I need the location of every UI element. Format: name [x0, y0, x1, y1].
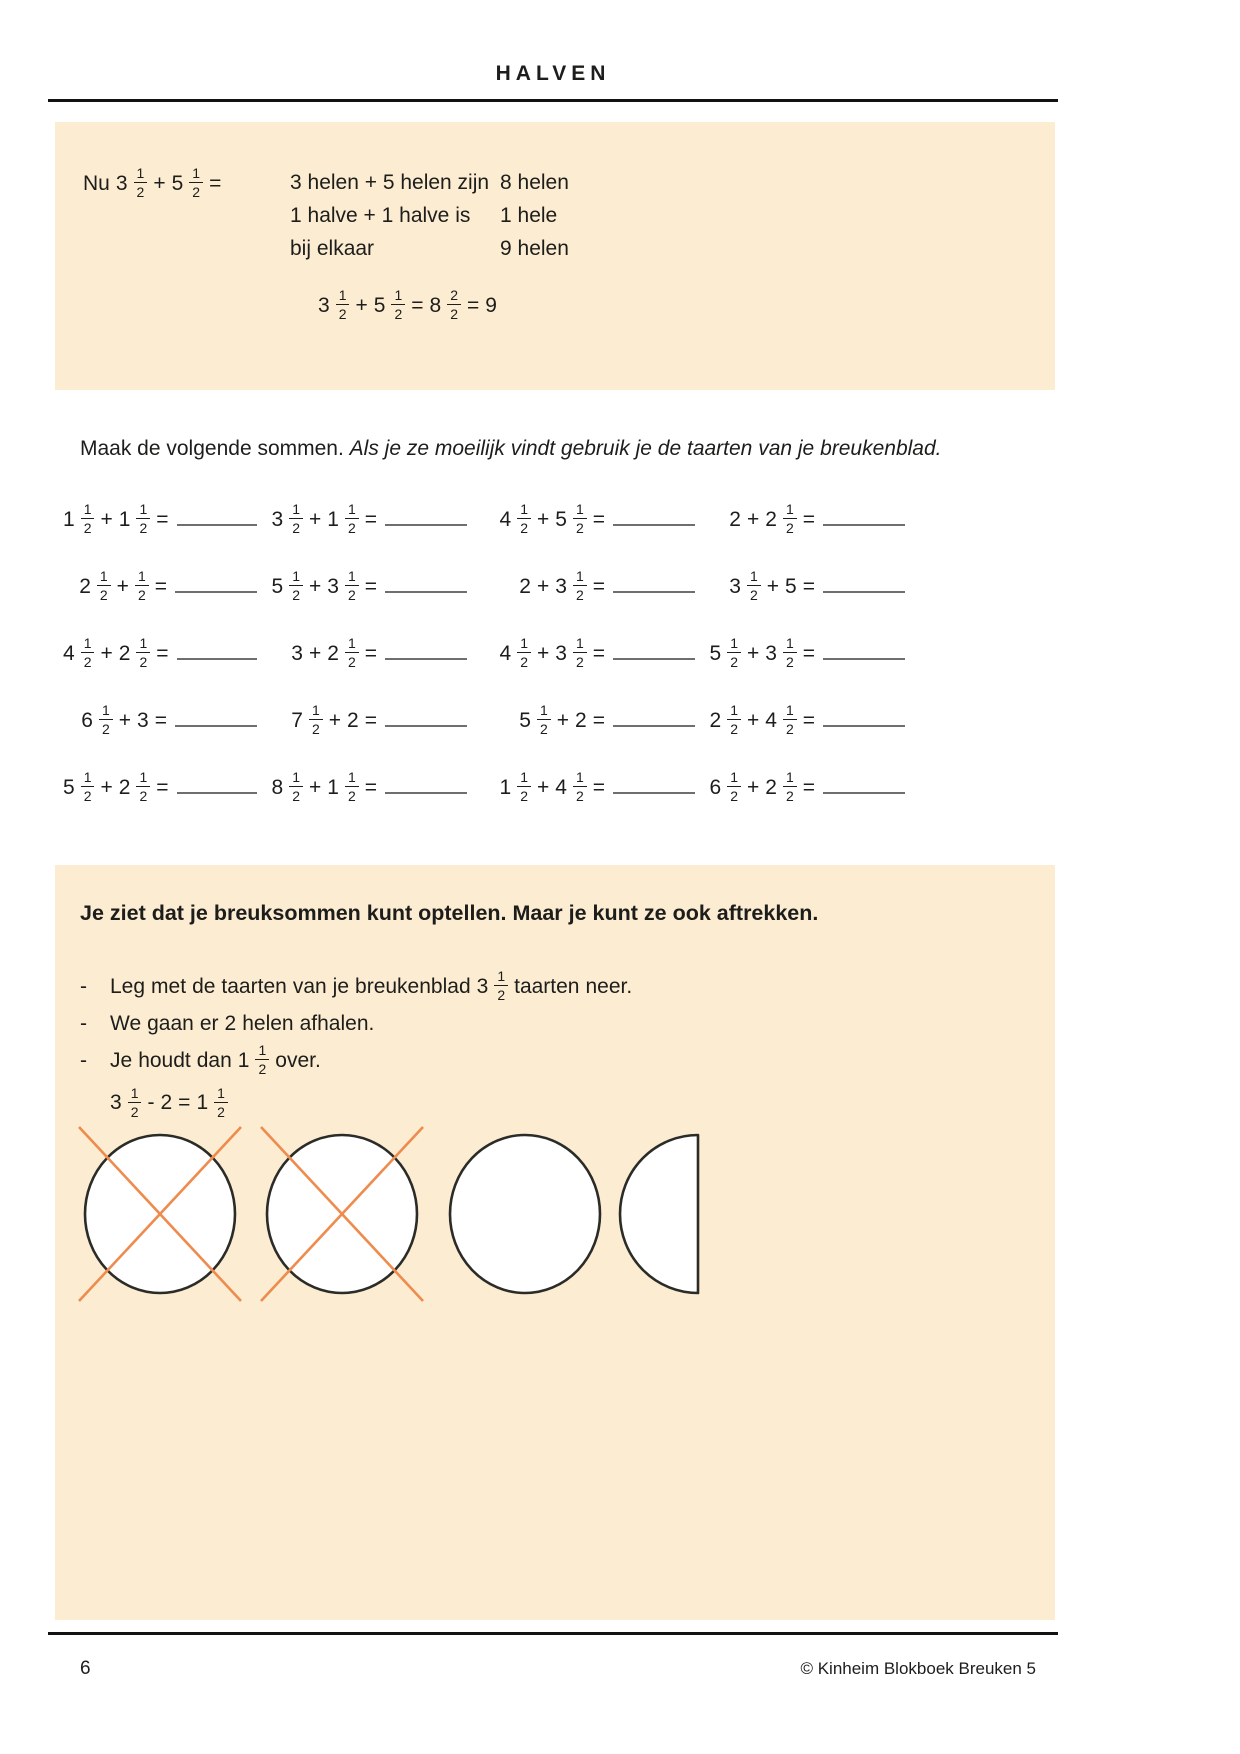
example-box	[55, 122, 1055, 390]
math-token: 5	[373, 293, 386, 317]
bullet-text	[107, 1011, 377, 1035]
math-token: =	[364, 708, 377, 732]
problem-expression	[60, 503, 172, 536]
answer-blank[interactable]	[177, 644, 258, 660]
math-token: 1	[118, 507, 131, 531]
math-token: +	[355, 293, 368, 317]
math-token: 1	[327, 507, 339, 531]
math-token: 3	[137, 708, 149, 732]
math-token: =	[209, 171, 222, 195]
problem	[695, 620, 905, 687]
math-token: 1	[63, 507, 75, 531]
math-token: 2	[79, 574, 91, 598]
page-title: HALVEN	[495, 62, 611, 85]
example-step-text: 3 helen + 5 helen zijn	[290, 171, 490, 194]
math-token: 3	[729, 574, 741, 598]
math-token: 5	[709, 641, 722, 665]
math-token: +	[308, 775, 322, 799]
math-token: +	[328, 708, 342, 732]
math-token: 2	[765, 507, 777, 531]
math-token: +	[536, 507, 550, 531]
pie-half-icon	[610, 1121, 702, 1307]
problem-expression	[269, 771, 381, 804]
fraction: $\frac{1}{2}$	[289, 569, 303, 602]
math-token: +	[746, 507, 760, 531]
math-token: =	[156, 775, 169, 799]
math-token: +	[100, 507, 113, 531]
fraction: $\frac{1}{2}$	[573, 502, 587, 535]
math-token: 5	[519, 708, 531, 732]
math-token: met	[151, 974, 187, 998]
fraction: $\frac{1}{2}$	[783, 703, 797, 736]
math-token: =	[592, 641, 605, 665]
math-token: 4	[499, 507, 512, 531]
fraction: $\frac{1}{2}$	[81, 636, 95, 669]
math-token: 4	[765, 708, 777, 732]
answer-blank[interactable]	[613, 778, 695, 794]
subtract-heading: Je ziet dat je breuksommen kunt optellen. Maar je kunt ze ook aftrekken.	[80, 901, 819, 925]
copyright-text: © Kinheim Blokboek Breuken 5	[800, 1659, 1036, 1678]
problem-expression	[707, 637, 819, 670]
math-token: -	[147, 1091, 155, 1114]
math-token: =	[592, 775, 605, 799]
answer-blank[interactable]	[613, 577, 695, 593]
math-token: 2	[575, 708, 587, 732]
math-token: 2	[160, 1091, 173, 1114]
math-token: 2	[709, 708, 722, 732]
math-token: 3	[318, 293, 330, 317]
math-token: +	[308, 574, 322, 598]
fraction: $\frac{1}{2}$	[289, 770, 303, 803]
answer-blank[interactable]	[823, 577, 905, 593]
fraction: $\frac{1}{2}$	[97, 569, 111, 602]
bullet-dash: -	[80, 1011, 87, 1035]
answer-blank[interactable]	[385, 644, 467, 660]
problem	[60, 620, 257, 687]
fraction: $\frac{2}{2}$	[447, 288, 461, 321]
fraction: $\frac{1}{2}$	[214, 1086, 228, 1119]
fraction: $\frac{1}{2}$	[134, 166, 148, 199]
math-token: 3	[115, 171, 128, 195]
problem-expression	[76, 570, 170, 603]
fraction: $\frac{1}{2}$	[391, 288, 405, 321]
pie-whole-icon	[438, 1121, 612, 1307]
math-token: 6	[81, 708, 93, 732]
pie-whole-crossed-icon	[255, 1121, 429, 1307]
math-token: We	[110, 1011, 142, 1035]
fraction: $\frac{1}{2}$	[135, 569, 149, 602]
bullet-text	[107, 970, 635, 1003]
problem	[60, 486, 257, 553]
math-token: =	[178, 1091, 191, 1114]
answer-blank[interactable]	[823, 711, 905, 727]
math-token: 2	[729, 507, 741, 531]
bullet-dash: -	[80, 1048, 87, 1072]
math-token: =	[466, 293, 480, 317]
answer-blank[interactable]	[175, 577, 257, 593]
math-token: =	[154, 708, 167, 732]
bullet-item	[80, 1042, 1055, 1079]
math-token: houdt	[138, 1048, 191, 1072]
math-token: +	[308, 507, 322, 531]
math-token: Je	[110, 1048, 133, 1072]
math-token: 2	[327, 641, 339, 665]
fraction: $\frac{1}{2}$	[517, 636, 531, 669]
fraction: $\frac{1}{2}$	[494, 969, 508, 1002]
example-equation	[315, 289, 1055, 322]
math-token: +	[746, 708, 760, 732]
math-token: 1	[196, 1091, 209, 1114]
fraction: $\frac{1}{2}$	[345, 770, 359, 803]
math-token: 3	[476, 974, 489, 998]
math-token: 1	[237, 1048, 250, 1072]
instruction-italic: Als je ze moeilijk vindt gebruik je de taarten van je breukenblad.	[349, 437, 942, 460]
math-token: =	[592, 574, 605, 598]
problem-expression	[269, 570, 381, 603]
math-token: =	[802, 775, 815, 799]
problem-expression	[60, 771, 172, 804]
math-token: 6	[709, 775, 722, 799]
subtract-box	[55, 865, 1055, 1620]
example-step-value: 8 helen	[500, 171, 569, 194]
math-token: 1	[499, 775, 512, 799]
math-token: +	[766, 574, 780, 598]
problem-expression	[269, 503, 381, 536]
math-token: afhalen.	[299, 1011, 375, 1035]
problem-expression	[60, 637, 172, 670]
answer-blank[interactable]	[823, 778, 905, 794]
math-token: =	[802, 507, 815, 531]
example-step-value: 9 helen	[500, 237, 569, 260]
math-token: de	[192, 974, 216, 998]
fraction: $\frac{1}{2}$	[783, 770, 797, 803]
fraction: $\frac{1}{2}$	[136, 502, 150, 535]
example-step-value: 1 hele	[500, 204, 558, 227]
problem	[257, 754, 467, 821]
answer-blank[interactable]	[613, 711, 695, 727]
fraction: $\frac{1}{2}$	[309, 703, 323, 736]
fraction: $\frac{1}{2}$	[517, 770, 531, 803]
math-token: =	[592, 507, 605, 531]
fraction: $\frac{1}{2}$	[573, 636, 587, 669]
math-token: +	[746, 775, 760, 799]
fraction: $\frac{1}{2}$	[573, 770, 587, 803]
fraction: $\frac{1}{2}$	[345, 502, 359, 535]
problem-expression	[288, 637, 380, 670]
fraction: $\frac{1}{2}$	[747, 569, 761, 602]
example-step-text: 1 halve + 1 halve is	[290, 204, 471, 227]
problem	[467, 620, 695, 687]
math-token: 5	[271, 574, 284, 598]
math-token: =	[411, 293, 424, 317]
math-token: helen	[242, 1011, 294, 1035]
answer-blank[interactable]	[385, 778, 467, 794]
answer-blank[interactable]	[385, 711, 467, 727]
math-token: Nu	[83, 171, 110, 195]
problem-expression	[78, 704, 170, 737]
math-token: dan	[196, 1048, 232, 1072]
problem	[60, 553, 257, 620]
math-token: 2	[224, 1011, 237, 1035]
problem	[467, 553, 695, 620]
problem	[467, 687, 695, 754]
fraction: $\frac{1}{2}$	[81, 770, 95, 803]
math-token: 3	[327, 574, 339, 598]
math-token: 3	[291, 641, 303, 665]
math-token: 2	[118, 641, 131, 665]
math-token: 4	[499, 641, 512, 665]
fraction: $\frac{1}{2}$	[345, 569, 359, 602]
math-token: 3	[110, 1091, 122, 1114]
problem-expression	[707, 704, 819, 737]
footer	[48, 1658, 1058, 1680]
math-token: +	[100, 775, 113, 799]
problem	[695, 553, 905, 620]
problem	[60, 754, 257, 821]
math-token: Leg	[110, 974, 146, 998]
bullet-text	[107, 1044, 324, 1077]
problem-expression	[497, 503, 609, 536]
math-token: 2	[118, 775, 131, 799]
math-token: van	[292, 974, 327, 998]
problem-expression	[726, 503, 818, 536]
math-token: 5	[555, 507, 567, 531]
math-token: er	[199, 1011, 219, 1035]
math-token: 2	[765, 775, 777, 799]
bullet-item	[80, 968, 1055, 1005]
problem-expression	[707, 771, 819, 804]
math-token: +	[536, 641, 550, 665]
math-token: over.	[275, 1048, 321, 1072]
math-token: gaan	[147, 1011, 194, 1035]
problem	[695, 687, 905, 754]
math-token: =	[802, 641, 815, 665]
problem-expression	[516, 704, 608, 737]
problem	[695, 486, 905, 553]
problem	[257, 620, 467, 687]
math-token: 4	[63, 641, 75, 665]
math-token: 9	[485, 293, 497, 317]
answer-blank[interactable]	[613, 644, 695, 660]
math-token: +	[556, 708, 570, 732]
math-token: =	[156, 641, 169, 665]
answer-blank[interactable]	[175, 711, 257, 727]
math-token: +	[746, 641, 760, 665]
answer-blank[interactable]	[385, 510, 467, 526]
math-token: +	[116, 574, 129, 598]
problem	[695, 754, 905, 821]
answer-blank[interactable]	[177, 778, 258, 794]
bullet-item	[80, 1005, 1055, 1042]
subtract-equation	[107, 1083, 1055, 1123]
math-token: +	[536, 574, 550, 598]
problem	[257, 687, 467, 754]
fraction: $\frac{1}{2}$	[345, 636, 359, 669]
answer-blank[interactable]	[177, 510, 258, 526]
math-token: neer.	[585, 974, 633, 998]
example-intro-equation	[80, 166, 290, 265]
instruction-line	[80, 437, 942, 461]
problem	[467, 486, 695, 553]
math-token: =	[364, 574, 377, 598]
math-token: je	[332, 974, 350, 998]
math-token: 2	[347, 708, 359, 732]
problem-expression	[497, 637, 609, 670]
fraction: $\frac{1}{2}$	[136, 770, 150, 803]
math-token: 3	[765, 641, 777, 665]
footer-rule	[48, 1632, 1058, 1635]
fraction: $\frac{1}{2}$	[336, 288, 350, 321]
problem-expression	[288, 704, 380, 737]
math-token: =	[154, 574, 167, 598]
bullet-dash: -	[80, 974, 87, 998]
fraction: $\frac{1}{2}$	[99, 703, 113, 736]
answer-blank[interactable]	[823, 510, 905, 526]
problem	[60, 687, 257, 754]
fraction: $\frac{1}{2}$	[128, 1086, 142, 1119]
math-token: 7	[291, 708, 303, 732]
math-token: 8	[429, 293, 442, 317]
math-token: +	[153, 171, 166, 195]
problem-expression	[497, 771, 609, 804]
math-token: 3	[555, 641, 567, 665]
problem	[257, 553, 467, 620]
math-token: +	[118, 708, 132, 732]
fraction: $\frac{1}{2}$	[573, 569, 587, 602]
fraction: $\frac{1}{2}$	[783, 502, 797, 535]
math-token: +	[100, 641, 113, 665]
pie-whole-crossed-icon	[73, 1121, 247, 1307]
math-token: +	[536, 775, 550, 799]
math-token: 4	[555, 775, 567, 799]
math-token: +	[308, 641, 322, 665]
fraction: $\frac{1}{2}$	[727, 703, 741, 736]
math-token: =	[802, 708, 815, 732]
math-token: 2	[519, 574, 531, 598]
math-token: =	[364, 775, 377, 799]
page-number: 6	[80, 1658, 91, 1679]
fraction: $\frac{1}{2}$	[517, 502, 531, 535]
math-token: 3	[555, 574, 567, 598]
subtract-bullets	[80, 968, 1055, 1079]
math-token: =	[802, 574, 815, 598]
math-token: taarten	[221, 974, 287, 998]
problem-expression	[726, 570, 818, 603]
math-token: 5	[785, 574, 797, 598]
problem	[467, 754, 695, 821]
example-table	[290, 166, 569, 265]
header-rule	[48, 99, 1058, 102]
answer-blank[interactable]	[385, 577, 467, 593]
math-token: =	[364, 507, 377, 531]
fraction: $\frac{1}{2}$	[727, 770, 741, 803]
problem-expression	[516, 570, 608, 603]
fraction: $\frac{1}{2}$	[189, 166, 203, 199]
math-token: 1	[327, 775, 339, 799]
math-token: breukenblad	[355, 974, 471, 998]
fraction: $\frac{1}{2}$	[136, 636, 150, 669]
math-token: taarten	[514, 974, 580, 998]
math-token: =	[156, 507, 169, 531]
problem	[257, 486, 467, 553]
answer-blank[interactable]	[613, 510, 695, 526]
math-token: 5	[63, 775, 75, 799]
fraction: $\frac{1}{2}$	[255, 1043, 269, 1076]
math-token: =	[364, 641, 377, 665]
fraction: $\frac{1}{2}$	[81, 502, 95, 535]
fraction: $\frac{1}{2}$	[783, 636, 797, 669]
instruction-normal: Maak de volgende sommen.	[80, 437, 344, 460]
math-token: 8	[271, 775, 284, 799]
fraction: $\frac{1}{2}$	[727, 636, 741, 669]
math-token: =	[592, 708, 605, 732]
problems-grid	[60, 486, 905, 821]
math-token: 5	[171, 171, 184, 195]
fraction: $\frac{1}{2}$	[289, 502, 303, 535]
answer-blank[interactable]	[823, 644, 905, 660]
fraction: $\frac{1}{2}$	[537, 703, 551, 736]
math-token: 3	[271, 507, 284, 531]
example-step-text: bij elkaar	[290, 237, 375, 260]
